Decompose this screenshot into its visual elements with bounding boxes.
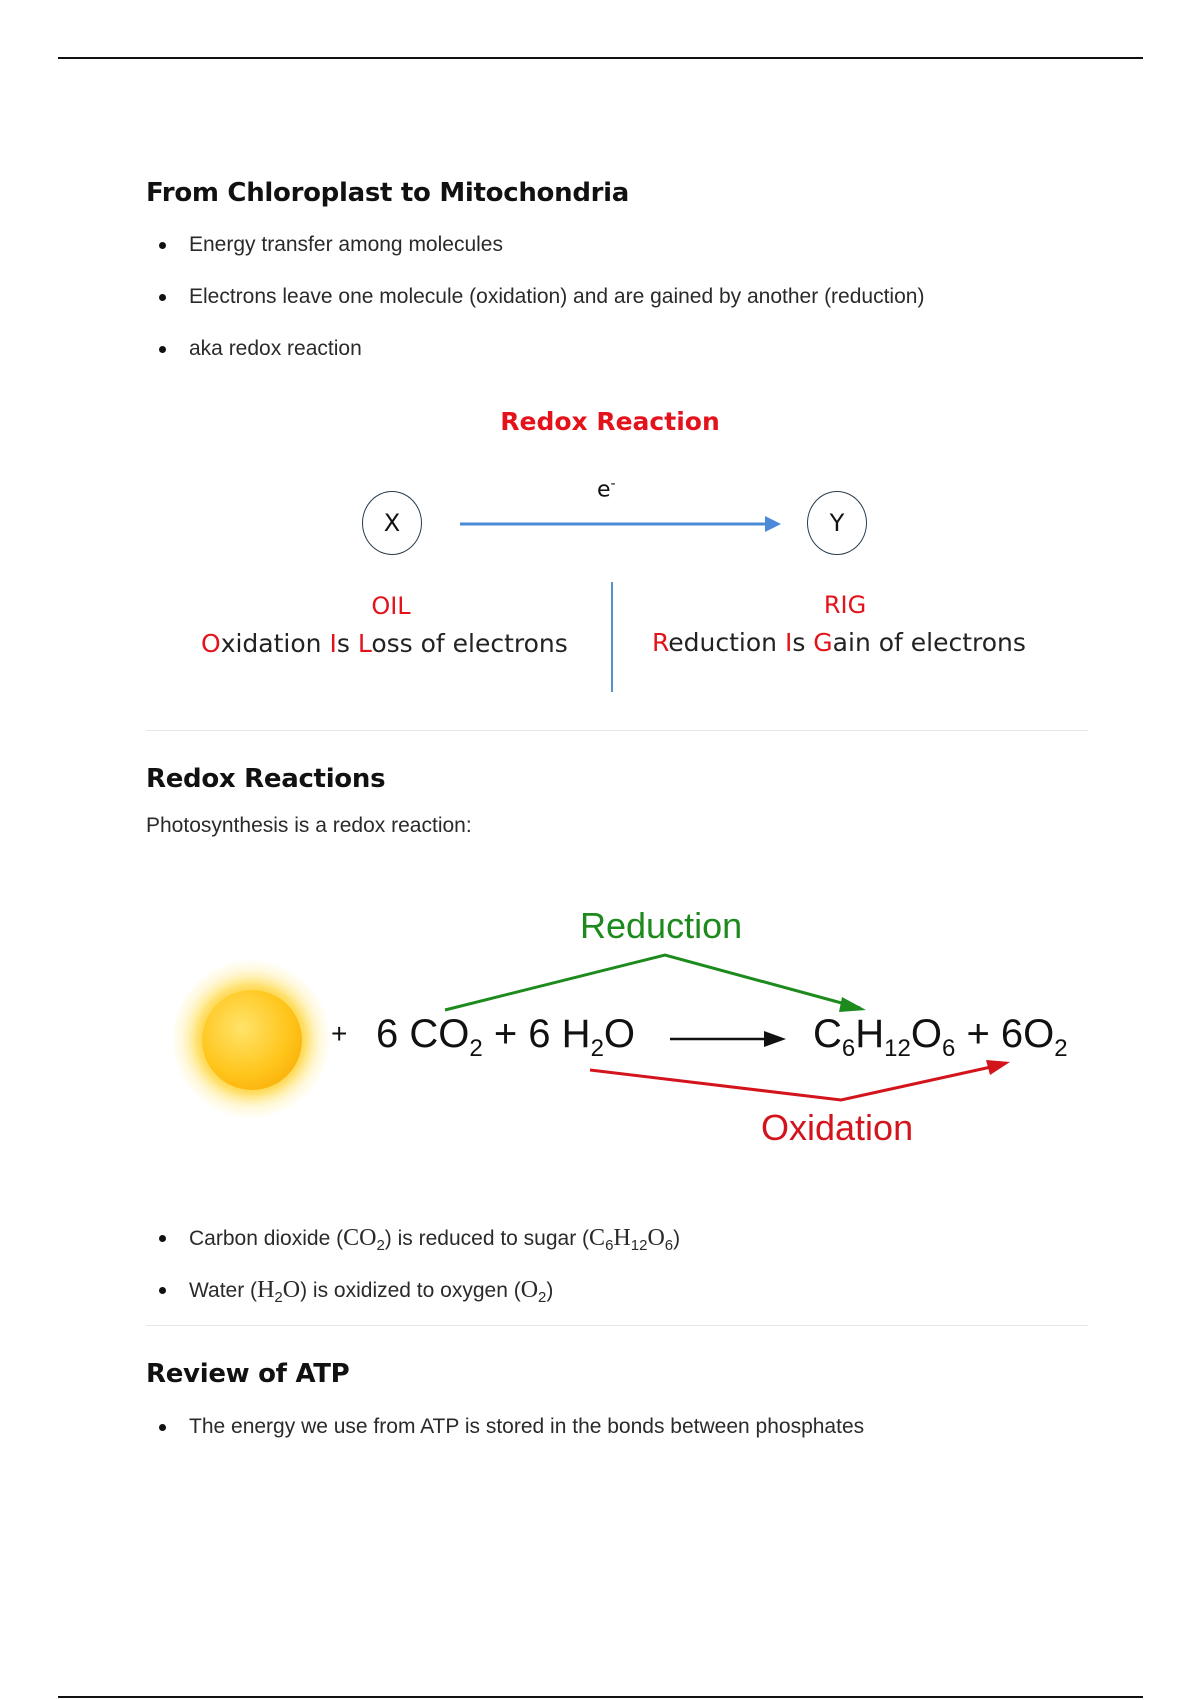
section-divider — [146, 730, 1088, 731]
products: $C_6H_{12}O_6 + 6O_2$ — [813, 1012, 1068, 1062]
list-item: Electrons leave one molecule (oxidation) and are gained by another (reduction) — [146, 284, 924, 336]
bullet-list-atp — [146, 1414, 864, 1466]
oxidation-arrow — [590, 1065, 1000, 1100]
reactants: 6 $CO_2 + 6$ $H_2O$ — [376, 1012, 636, 1062]
bullet-list-redox — [146, 1225, 680, 1329]
electron-charge: - — [610, 476, 616, 492]
reduction-label: Reduction — [580, 905, 743, 946]
section-heading-atp: Review of ATP — [146, 1359, 350, 1389]
redox-diagram-title: Redox Reaction — [500, 407, 720, 436]
oxidation-label: Oxidation — [761, 1107, 914, 1148]
sun-icon — [202, 990, 302, 1090]
rig-mnemonic: Reduction Is Gain of electrons — [652, 628, 1026, 657]
oil-mnemonic: Oxidation Is Loss of electrons — [201, 629, 568, 658]
list-item: The energy we use from ATP is stored in the bonds between phosphates — [146, 1414, 864, 1466]
list-item: Energy transfer among molecules — [146, 232, 924, 284]
list-item: Carbon dioxide $(CO_2)$ is reduced to sugar $(C_6H_{12}O_6)$ — [146, 1225, 680, 1277]
reaction-arrowhead — [764, 1031, 786, 1047]
reduction-arrowhead — [839, 997, 866, 1012]
rig-heading: RIG — [823, 591, 867, 619]
photosynthesis-equation-diagram — [160, 895, 1100, 1165]
list-item: Water $(H_2O)$ is oxidized to oxygen $(O_2)$ — [146, 1277, 680, 1329]
bottom-rule — [58, 1696, 1143, 1698]
bullet-list-chloroplast — [146, 232, 924, 388]
electron-label: e- — [597, 476, 616, 503]
top-rule — [58, 57, 1143, 59]
oil-heading: OIL — [371, 592, 411, 620]
list-item: aka redox reaction — [146, 336, 924, 388]
mnemonic-divider — [611, 582, 613, 692]
section-heading-chloroplast: From Chloroplast to Mitochondria — [146, 178, 630, 208]
molecule-y-node: Y — [807, 491, 867, 555]
plus-sign: + — [331, 1018, 348, 1049]
reduction-arrow — [445, 955, 860, 1010]
section-heading-redox: Redox Reactions — [146, 764, 386, 794]
section-divider — [146, 1325, 1088, 1326]
redox-intro-text: Photosynthesis is a redox reaction: — [146, 814, 472, 837]
molecule-x-node: X — [362, 491, 422, 555]
